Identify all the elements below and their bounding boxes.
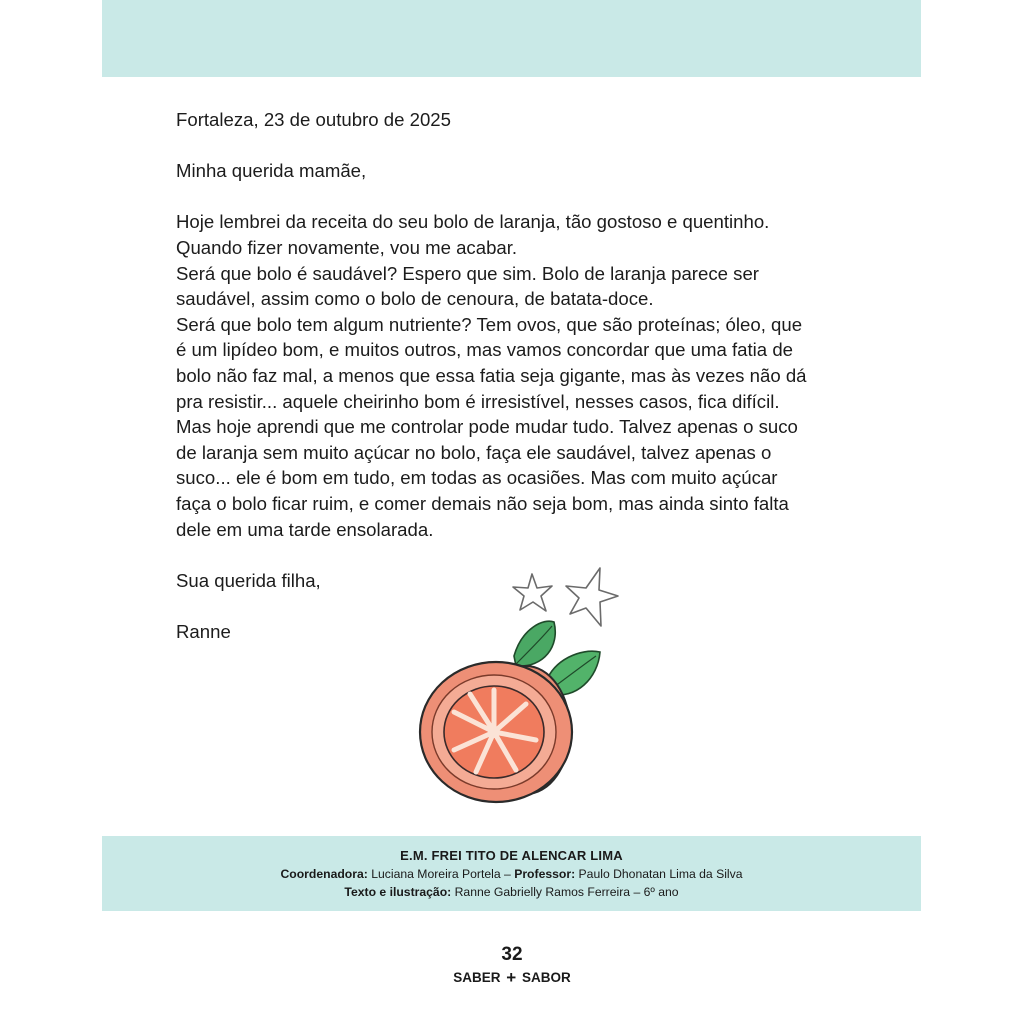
star-icon bbox=[566, 568, 618, 626]
letter-body: Hoje lembrei da receita do seu bolo de laranja, tão gostoso e quentinho. Quando fizer novamente, vou me acabar. Será que bolo é saudável? Espero que sim. Bolo de laranja parece ser saudável, assim como o bolo de cenoura, de batata-doce. Será que bolo tem algum nutriente? Tem ovos, que são proteínas; óleo, que é um lipídeo bom, e muitos outros, mas vamos concordar que uma fatia de bolo não faz mal, a menos que essa fatia seja gigante, mas às vezes não dá pra resistir... aquele cheirinho bom é irresistível, nesses casos, fica difícil. Mas hoje aprendi que me controlar pode mudar tudo. Talvez apenas o suco de laranja sem muito açúcar no bolo, faça ele saudável, talvez apenas o suco... ele é bom em tudo, em todas as ocasiões. Mas com muito açúcar faça o bolo ficar ruim, e comer demais não seja bom, mas ainda sinto falta dele em uma tarde ensolarada. bbox=[176, 211, 807, 540]
author-line bbox=[102, 885, 921, 899]
page-number: 32 bbox=[501, 944, 523, 965]
staff-line bbox=[102, 867, 921, 881]
coordinator-label: Coordenadora: bbox=[280, 867, 368, 881]
author-name: Ranne Gabrielly Ramos Ferreira bbox=[454, 885, 631, 899]
page-footer bbox=[0, 944, 1024, 988]
brand-right: SABOR bbox=[521, 970, 571, 985]
school-name: E.M. FREI TITO DE ALENCAR LIMA bbox=[400, 848, 623, 863]
top-decorative-band bbox=[102, 0, 921, 77]
grade: 6º ano bbox=[643, 885, 679, 899]
coordinator-name: Luciana Moreira Portela bbox=[371, 867, 501, 881]
leaf-icon bbox=[514, 621, 555, 666]
credits-band bbox=[102, 836, 921, 911]
brand-left: SABER bbox=[453, 970, 501, 985]
separator: – bbox=[504, 867, 511, 881]
plus-icon: + bbox=[506, 968, 517, 987]
letter-greeting: Minha querida mamãe, bbox=[176, 160, 367, 182]
letter-signature: Ranne bbox=[176, 620, 231, 642]
star-icon bbox=[513, 574, 552, 611]
author-label: Texto e ilustração: bbox=[344, 885, 452, 899]
brand-name bbox=[0, 968, 1024, 988]
letter-closing: Sua querida filha, bbox=[176, 569, 321, 591]
orange-drawing-icon bbox=[404, 556, 636, 814]
separator: – bbox=[633, 885, 641, 899]
teacher-name: Paulo Dhonatan Lima da Silva bbox=[578, 867, 743, 881]
teacher-label: Professor: bbox=[514, 867, 576, 881]
letter-date: Fortaleza, 23 de outubro de 2025 bbox=[176, 109, 451, 130]
